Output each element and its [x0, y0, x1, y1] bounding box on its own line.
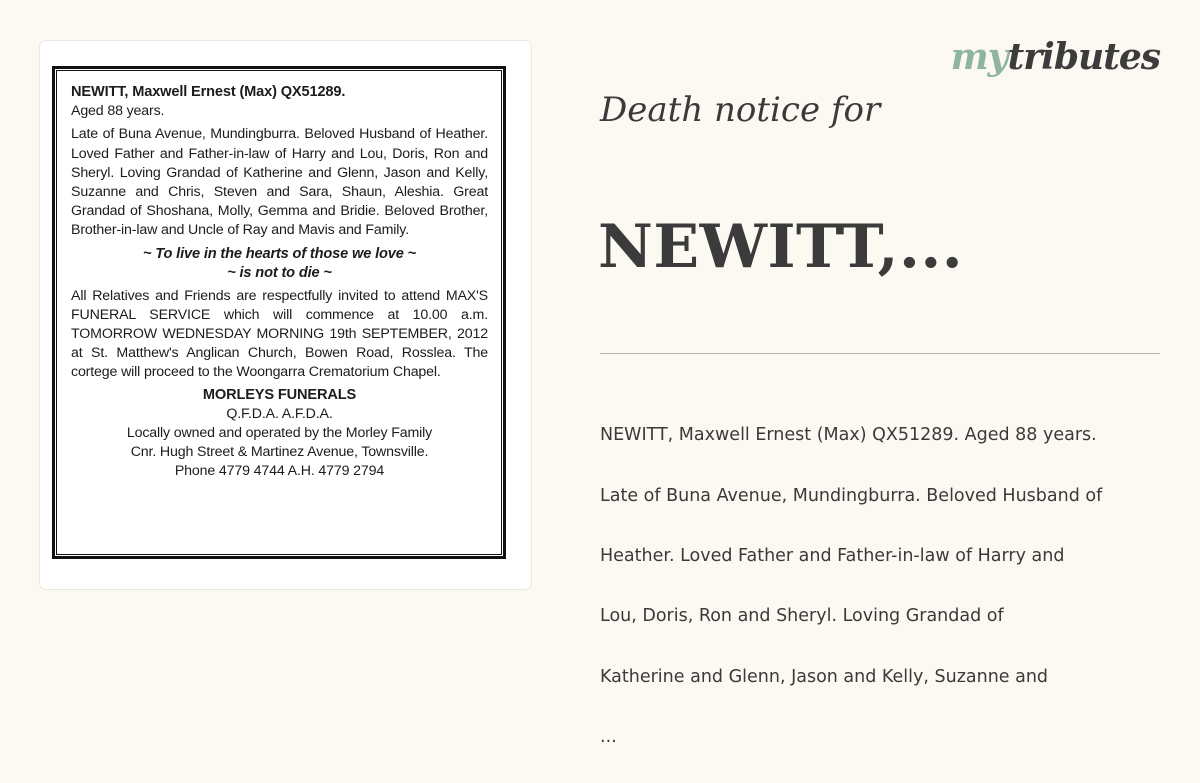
notice-text-block	[56, 70, 502, 555]
excerpt-line: Katherine and Glenn, Jason and Kelly, Suzanne and	[600, 666, 1049, 687]
notice-excerpt	[600, 390, 1190, 783]
notice-address: Cnr. Hugh Street & Martinez Avenue, Townsville.	[130, 444, 429, 461]
notice-funeral-home: MORLEYS FUNERALS	[202, 386, 357, 403]
excerpt-line: Heather. Loved Father and Father-in-law of Harry and	[600, 546, 1065, 567]
divider	[600, 353, 1160, 354]
excerpt-line: Lou, Doris, Ron and Sheryl. Loving Grandad of	[600, 606, 1004, 627]
mytributes-logo	[951, 36, 1160, 78]
notice-border	[52, 66, 506, 559]
page-heading: Death notice for	[600, 90, 881, 130]
notice-deceased-name: NEWITT, Maxwell Ernest (Max) QX51289.	[71, 84, 346, 100]
logo-tributes: tributes	[1007, 36, 1160, 78]
notice-credentials: Q.F.D.A. A.F.D.A.	[226, 405, 333, 422]
deceased-name: NEWITT,...	[598, 212, 964, 282]
excerpt-ellipsis: ...	[600, 727, 617, 748]
notice-age: Aged 88 years.	[71, 103, 165, 120]
excerpt-line: Late of Buna Avenue, Mundingburra. Beloved Husband of	[600, 485, 1103, 506]
death-notice-image	[40, 41, 531, 589]
notice-owner: Locally owned and operated by the Morley Family	[126, 425, 433, 442]
excerpt-line: NEWITT, Maxwell Ernest (Max) QX51289. Aged 88 years.	[600, 425, 1097, 446]
notice-verse-line-2: ~ is not to die ~	[227, 264, 332, 281]
logo-my: my	[950, 36, 1008, 78]
notice-family-details: Late of Buna Avenue, Mundingburra. Beloved Husband of Heather. Loved Father and Father-in-law of Harry and Lou, Doris, Ron and Sheryl. Loving Grandad of Katherine and Glenn, Jason and Kelly, Suzanne and Chris, Steven and Sara, Shaun, Aleshia. Great Grandad of Shoshana, Molly, Gemma and Bridie. Beloved Brother, Brother-in-law and Uncle of Ray and Mavis and Family.	[71, 126, 488, 239]
notice-service-details: All Relatives and Friends are respectfully invited to attend MAX'S FUNERAL SERVICE which will commence at 10.00 a.m. TOMORROW WEDNESDAY MORNING 19th SEPTEMBER, 2012 at St. Matthew's Anglican Church, Bowen Road, Rosslea. The cortege will proceed to the Woongarra Crematorium Chapel.	[71, 287, 488, 381]
notice-phone: Phone 4779 4744 A.H. 4779 2794	[174, 463, 385, 480]
notice-verse-line-1: ~ To live in the hearts of those we love ~	[143, 245, 416, 262]
